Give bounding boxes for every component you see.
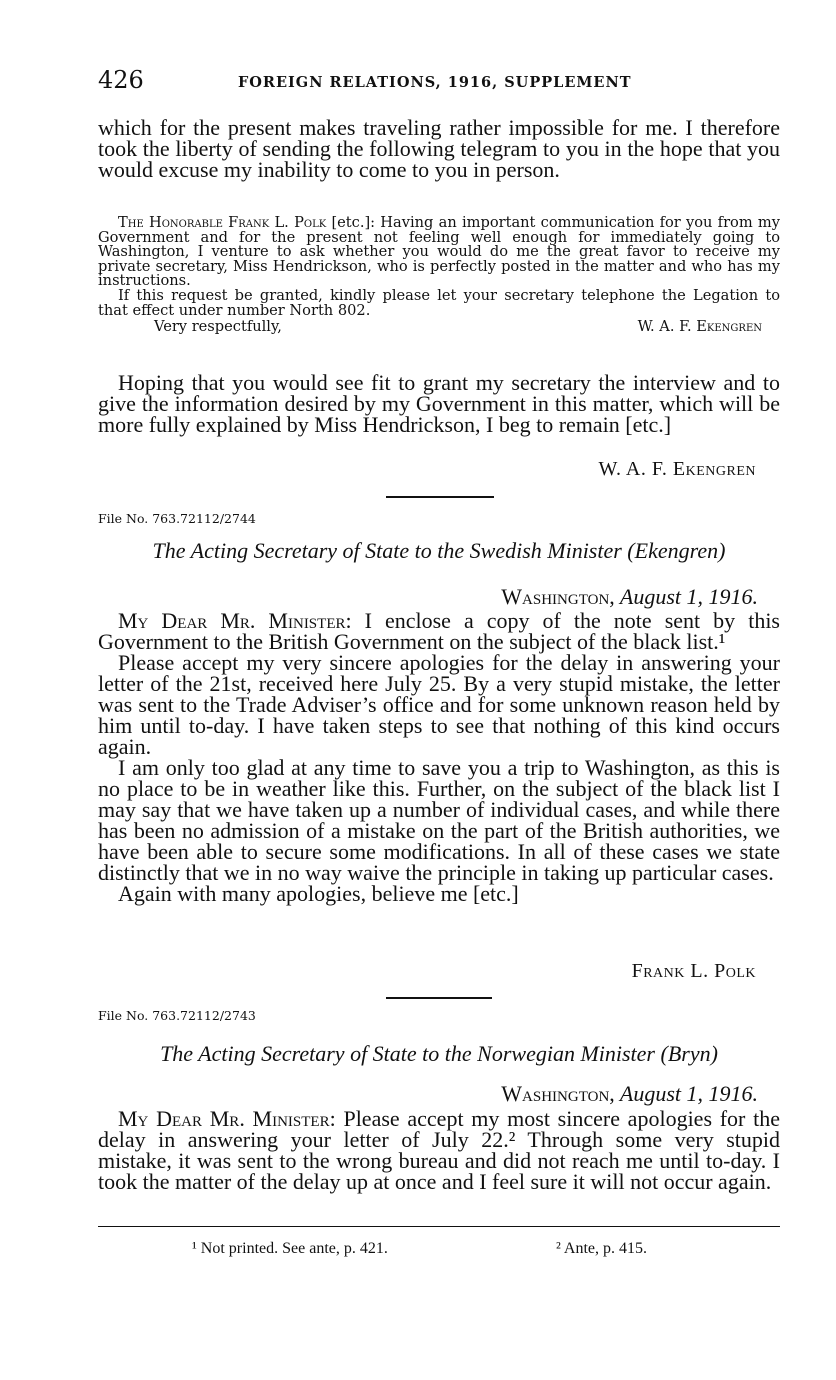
- letter1-date: August 1, 1916.: [614, 584, 758, 609]
- letter1-paragraph-1-text: : I enclose a copy of the note sent by this Government to the British Government on the subject of the black list.¹: [98, 608, 780, 654]
- letter2-dateline: [98, 1081, 758, 1107]
- section-divider: [386, 997, 492, 999]
- page-number: 426: [98, 66, 144, 94]
- letter1-signature: Frank L. Polk: [631, 960, 756, 982]
- closing-signature: W. A. F. Ekengren: [598, 458, 756, 480]
- letter1-paragraph-3: I am only too glad at any time to save you a trip to Washington, as this is no place to be in weather like this. Further, on the subject of the black list I may say that we have taken up a number of individual cases, and while there has been no admission of a mistake on the part of the British authorities, we have been able to secure some modifications. In all of these cases we state distinctly that we in no way waive the principle in taking up particular cases.: [98, 755, 780, 885]
- letter2-paragraph-1-text: : Please accept my most sincere apologies for the delay in answering your letter of July 22.² Through some very stupid mistake, it was sent to the wrong bureau and did not reach me until to-day. I took the matter of the delay up at once and I feel sure it will not occur again.: [98, 1106, 780, 1194]
- telegram-closing: Very respectfully,: [154, 318, 282, 336]
- letter2-place: Washington,: [501, 1081, 615, 1106]
- closing-paragraph: Hoping that you would see fit to grant my secretary the interview and to give the information desired by my Government in this matter, which will be more fully explained by Miss Hendrickson, I beg to remain [etc.]: [98, 370, 780, 437]
- letter2-body: [98, 1108, 780, 1192]
- telegram-body: [98, 216, 780, 289]
- telegram-second-paragraph: If this request be granted, kindly please let your secretary telephone the Legation to that effect under number North 802.: [98, 286, 780, 319]
- letter1-paragraph-4: Again with many apologies, believe me [etc.]: [118, 881, 519, 906]
- telegram-block: [98, 216, 780, 335]
- telegram-addressee: The Honorable Frank L. Polk: [118, 214, 327, 231]
- letter2-salutation: My Dear Mr. Minister: [118, 1106, 330, 1131]
- footnote-2: ² Ante, p. 415.: [556, 1240, 648, 1257]
- letter1-paragraph-1: [98, 610, 780, 652]
- letter2-paragraph-1: [98, 1108, 780, 1192]
- telegram-signature: W. A. F. Ekengren: [637, 318, 762, 336]
- letter2-file-number: File No. 763.72112/2743: [98, 1008, 256, 1023]
- letter1-place: Washington,: [501, 584, 615, 609]
- section-divider: [386, 496, 494, 498]
- letter2-date: August 1, 1916.: [614, 1081, 758, 1106]
- intro-paragraph: which for the present makes traveling rather impossible for me. I therefore took the liberty of sending the following telegram to you in the hope that you would excuse my inability to come to you in person.: [98, 115, 780, 182]
- letter1-dateline: [98, 584, 758, 610]
- telegram-text: [etc.]: Having an important communication for you from my Government and for the present not feeling well enough for immediately going to Washington, I venture to ask whether you would do me the great favor to receive my private secretary, Miss Hendrickson, who is perfectly posted in the matter and who has my instructions.: [98, 214, 781, 290]
- letter1-body: [98, 610, 780, 904]
- letter1-paragraph-2: Please accept my very sincere apologies for the delay in answering your letter of the 21st, received here July 25. By a very stupid mistake, the letter was sent to the Trade Adviser’s office and for some unknown reason held by him until to-day. I have taken steps to see that nothing of this kind occurs again.: [98, 650, 780, 759]
- letter1-salutation: My Dear Mr. Minister: [118, 608, 346, 633]
- telegram-closing-line: [98, 318, 780, 335]
- letter1-file-number: File No. 763.72112/2744: [98, 511, 256, 526]
- letter2-heading: The Acting Secretary of State to the Norwegian Minister (Bryn): [160, 1041, 718, 1066]
- letter1-heading: The Acting Secretary of State to the Swedish Minister (Ekengren): [152, 538, 726, 563]
- footnote-1: ¹ Not printed. See ante, p. 421.: [192, 1240, 388, 1257]
- running-title: FOREIGN RELATIONS, 1916, SUPPLEMENT: [238, 74, 632, 91]
- running-header: [98, 66, 780, 100]
- footnote-rule: [98, 1226, 780, 1227]
